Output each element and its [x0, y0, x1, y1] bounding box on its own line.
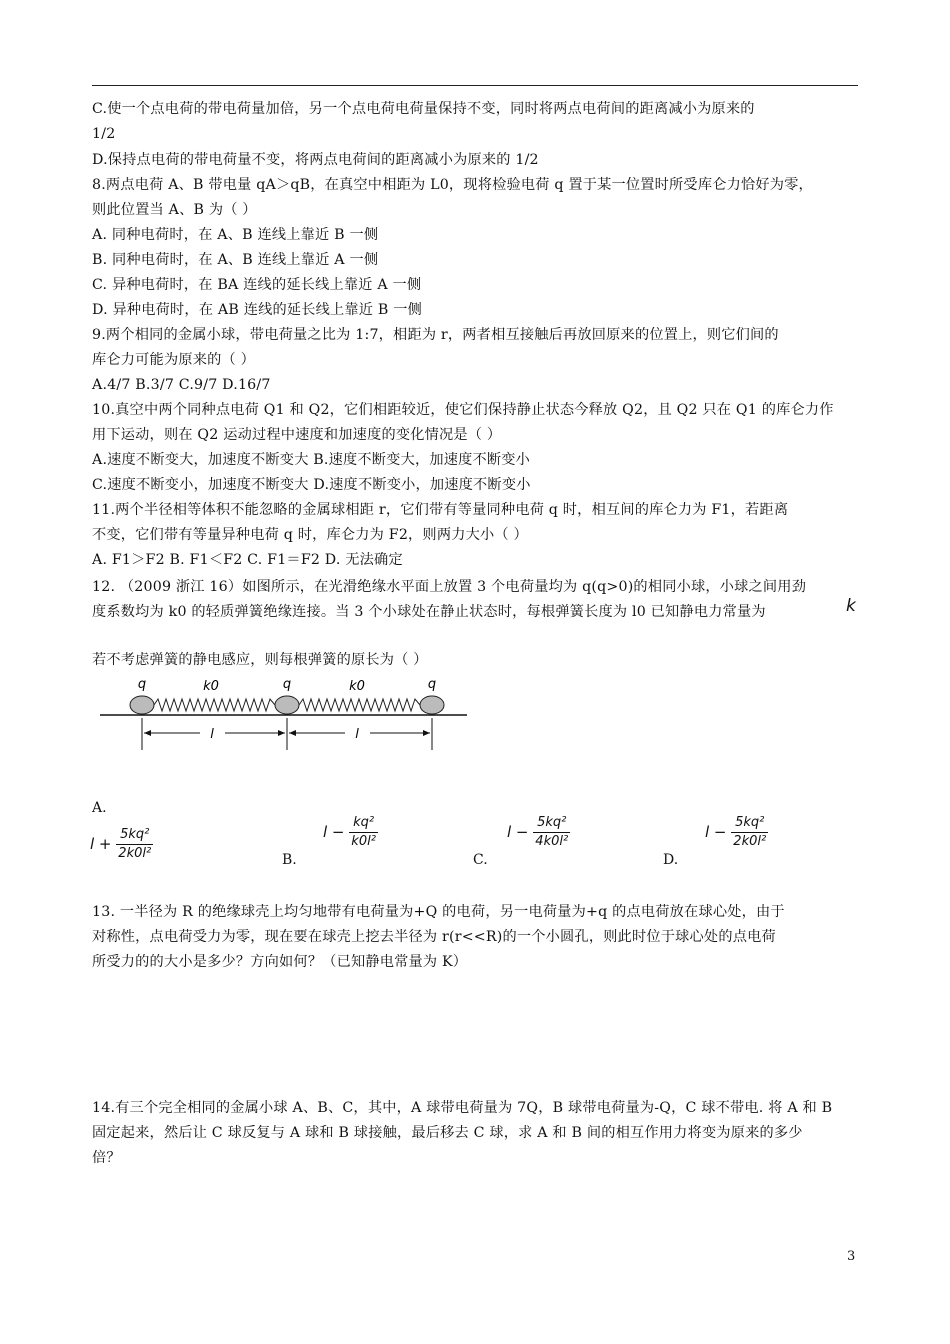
charge-label-1: q — [137, 677, 147, 692]
question-8: 8.两点电荷 A、B 带电量 qA＞qB，在真空中相距为 L0，现将检验电荷 q 置于某一位置时所受库仑力恰好为零， — [92, 177, 813, 193]
option-line: A.4/7 B.3/7 C.9/7 D.16/7 — [92, 377, 271, 393]
option-line: C. 异种电荷时，在 BA 连线的延长线上靠近 A 一侧 — [92, 277, 422, 293]
arrowhead — [289, 730, 296, 736]
option-line: A. 同种电荷时，在 A、B 连线上靠近 B 一侧 — [92, 227, 379, 243]
spring-1 — [154, 699, 275, 711]
fraction: $\frac{\text{kq²}}{\text{k0l²}}$ — [351, 815, 376, 849]
text-line: 1/2 — [92, 126, 116, 142]
fraction: $\frac{\text{5kq²}}{\text{2k0l²}}$ — [733, 815, 767, 849]
arrowhead — [423, 730, 430, 736]
formula-lead: l − — [705, 823, 727, 841]
header-rule — [92, 85, 858, 86]
text-line: 度系数均为 k0 的轻质弹簧绝缘连接。当 3 个小球处在静止状态时，每根弹簧长度为 l0 已知静电力常量为 — [92, 604, 766, 620]
arrowhead — [278, 730, 285, 736]
formula-lead: l − — [507, 823, 529, 841]
ball-1 — [130, 696, 154, 714]
arrowhead — [144, 730, 151, 736]
spring-label-2: k0 — [349, 679, 365, 694]
option-d-formula — [705, 814, 768, 851]
text-line: 若不考虑弹簧的静电感应，则每根弹簧的原长为（ ） — [92, 652, 428, 668]
option-b-formula — [323, 814, 378, 851]
text-line: 对称性，点电荷受力为零，现在要在球壳上挖去半径为 r(r<<R)的一个小圆孔，则此时位于球心处的点电荷 — [92, 929, 776, 945]
question-10: 10.真空中两个同种点电荷 Q1 和 Q2，它们相距较近，使它们保持静止状态今释放 Q2，且 Q2 只在 Q1 的库仑力作 — [92, 402, 834, 418]
fraction: $\frac{\text{5kq²}}{\text{4k0l²}}$ — [535, 815, 569, 849]
text-line: D.保持点电荷的带电荷量不变，将两点电荷间的距离减小为原来的 1/2 — [92, 152, 539, 168]
spring-figure — [95, 676, 475, 756]
option-c-label: C. — [473, 852, 488, 868]
ball-2 — [275, 696, 299, 714]
option-line: A. F1＞F2 B. F1＜F2 C. F1＝F2 D. 无法确定 — [92, 552, 403, 568]
length-label-2: l — [355, 727, 359, 742]
question-12: 12. （2009 浙江 16）如图所示，在光滑绝缘水平面上放置 3 个电荷量均为 q(q>0)的相同小球，小球之间用劲 — [92, 579, 807, 595]
option-line: A.速度不断变大，加速度不断变大 B.速度不断变大，加速度不断变小 — [92, 452, 531, 468]
text-line: 不变，它们带有等量异种电荷 q 时，库仑力为 F2，则两力大小（ ） — [92, 527, 528, 543]
charge-label-3: q — [427, 677, 437, 692]
spring-2 — [299, 699, 420, 711]
text-line: 库仑力可能为原来的（ ） — [92, 352, 255, 368]
option-line: B. 同种电荷时，在 A、B 连线上靠近 A 一侧 — [92, 252, 379, 268]
question-14: 14.有三个完全相同的金属小球 A、B、C，其中，A 球带电荷量为 7Q，B 球带电荷量为-Q，C 球不带电. 将 A 和 B — [92, 1100, 833, 1116]
text-line: C.使一个点电荷的带电荷量加倍，另一个点电荷电荷量保持不变，同时将两点电荷间的距离减小为原来的 — [92, 101, 755, 117]
spring-label-1: k0 — [203, 679, 219, 694]
option-line: D. 异种电荷时，在 AB 连线的延长线上靠近 B 一侧 — [92, 302, 423, 318]
text-line: 固定起来，然后让 C 球反复与 A 球和 B 球接触，最后移去 C 球，求 A 和 B 间的相互作用力将变为原来的多少 — [92, 1125, 803, 1141]
ball-3 — [420, 696, 444, 714]
text-line: 倍？ — [92, 1150, 121, 1166]
question-13: 13. 一半径为 R 的绝缘球壳上均匀地带有电荷量为+Q 的电荷，另一电荷量为+q 的点电荷放在球心处，由于 — [92, 904, 785, 920]
option-a-label: A. — [92, 800, 107, 816]
text-line: 用下运动，则在 Q2 运动过程中速度和加速度的变化情况是（ ） — [92, 427, 502, 443]
charge-label-2: q — [282, 677, 292, 692]
formula-lead: l + — [90, 835, 112, 853]
formula-lead: l − — [323, 823, 345, 841]
option-b-label: B. — [282, 852, 297, 868]
k-symbol: k — [846, 596, 856, 616]
question-11: 11.两个半径相等体积不能忽略的金属球相距 r，它们带有等量同种电荷 q 时，相互间的库仑力为 F1，若距离 — [92, 502, 789, 518]
question-9: 9.两个相同的金属小球，带电荷量之比为 1:7，相距为 r，两者相互接触后再放回原来的位置上，则它们间的 — [92, 327, 779, 343]
option-a-formula — [90, 826, 153, 863]
fraction: $\frac{\text{5kq²}}{\text{2k0l²}}$ — [118, 827, 152, 861]
length-label-1: l — [210, 727, 214, 742]
text-line: 则此位置当 A、B 为（ ） — [92, 202, 257, 218]
page-number: 3 — [847, 1249, 856, 1264]
option-d-label: D. — [663, 852, 679, 868]
option-c-formula — [507, 814, 570, 851]
option-line: C.速度不断变小，加速度不断变大 D.速度不断变小，加速度不断变小 — [92, 477, 531, 493]
text-line: 所受力的的大小是多少？方向如何？（已知静电常量为 K） — [92, 954, 468, 970]
